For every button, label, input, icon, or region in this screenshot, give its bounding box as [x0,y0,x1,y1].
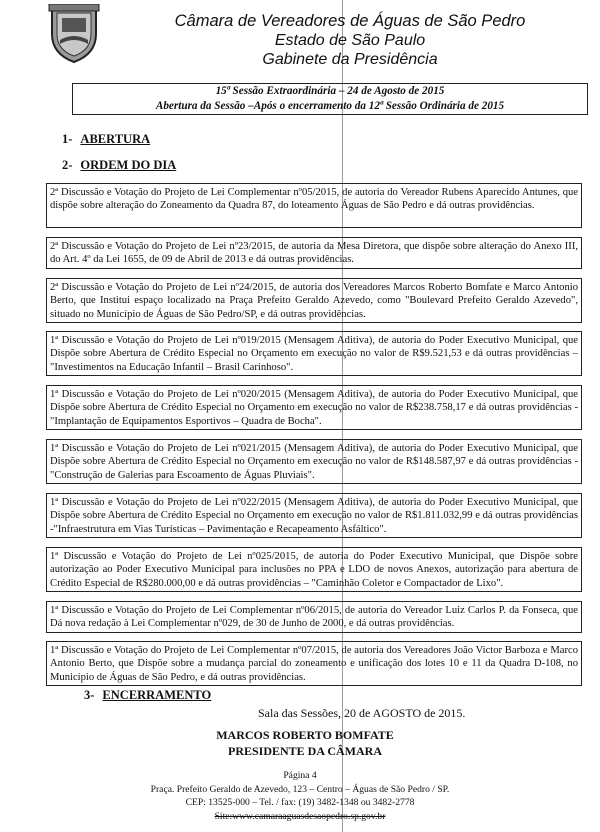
section-agenda [62,158,176,173]
footer-contact: CEP: 13525-000 – Tel. / fax: (19) 3482-1348 ou 3482-2778 [185,797,415,808]
session-info-box [72,83,588,115]
agenda-item: 1ª Discussão e Votação do Projeto de Lei nº019/2015 (Mensagem Aditiva), de autoria do Poder Executivo Municipal, que Dispõe sobre Abertura de Crédito Especial no Orçamento em execução no valor de R$9.521,53 e dá outras providências – "Investimentos na Educação Infantil – Brasil Carinhoso". [46,331,582,376]
session-subtitle: Abertura da Sessão –Após o encerramento da 12ª Sessão Ordinária de 2015 [155,99,505,112]
office-title: Gabinete da Presidência [262,51,438,68]
footer-website: Site:www.camaraaguasdesaopedro.sp.gov.br [214,811,386,822]
agenda-item: 1ª Discussão e Votação do Projeto de Lei Complementar nº07/2015, de autoria dos Vereadores João Victor Barboza e Marco Antonio Berto, que Dispõe sobre a mudança parcial do zoneamento e unificação dos lotes 10 e 11 da Quadra D-108, no Município de Águas de São Pedro, e dá outras providências. [46,641,582,686]
agenda-item: 1ª Discussão e Votação do Projeto de Lei Complementar nº06/2015, de autoria do Vereador Luiz Carlos P. da Fonseca, que Dá nova redação à Lei Complementar nº029, de 30 de Junho de 2000, e dá outras providências. [46,601,582,633]
section-opening [62,132,150,147]
agenda-item: 2ª Discussão e Votação do Projeto de Lei Complementar nº05/2015, de autoria do Vereador Rubens Aparecido Antunes, que dispõe sobre alteração do Zoneamento da Quadra 87, do loteamento Águas de São Pedro e dá outras providências. [46,183,582,228]
place-date: Sala das Sessões, 20 de AGOSTO de 2015. [258,706,466,720]
section-label: ORDEM DO DIA [80,158,177,172]
agenda-item: 1ª Discussão e Votação do Projeto de Lei nº025/2015, de autoria do Poder Executivo Municipal, que Dispõe sobre autorização ao Poder Executivo Municipal para inclusões no PPA e LDO de novos Anexos, autorização para abertura de Crédito Especial de R$280.000,00 e dá outras providências – "Caminhão Coletor e Compactador de Lixo". [46,547,582,592]
agenda-item: 2ª Discussão e Votação do Projeto de Lei nº23/2015, de autoria da Mesa Diretora, que dispõe sobre alteração do Anexo III, do Art. 4º da Lei 1655, de 09 de Abril de 2013 e dá outras providências. [46,237,582,269]
section-closing [84,688,211,703]
section-number: 3- [84,688,95,702]
footer-address: Praça. Prefeito Geraldo de Azevedo, 123 – Centro – Águas de São Pedro / SP. [150,784,450,795]
section-label: ABERTURA [80,132,151,146]
agenda-item: 1ª Discussão e Votação do Projeto de Lei nº021/2015 (Mensagem Aditiva), de autoria do Poder Executivo Municipal, que Dispõe sobre Abertura de Crédito Especial no Orçamento em execução no valor de R$148.587,97 e dá outras providências - "Construção de Galerias para Escoamento de Águas Pluviais". [46,439,582,484]
agenda-item: 2ª Discussão e Votação do Projeto de Lei nº24/2015, de autoria dos Vereadores Marcos Roberto Bomfate e Marco Antonio Berto, que Institui espaço localizado na Praça Prefeito Geraldo Azevedo, como "Boulevard Prefeito Geraldo Azevedo", situado no Município de Águas de São Pedro/SP, e dá outras providências. [46,278,582,323]
state-title: Estado de São Paulo [274,32,426,49]
section-number: 1- [62,132,73,146]
chamber-title: Câmara de Vereadores de Águas de São Pedro [174,12,526,30]
page-number: Página 4 [283,770,317,781]
signer-title: PRESIDENTE DA CÂMARA [227,744,382,758]
municipal-seal-icon [46,4,102,64]
agenda-item: 1ª Discussão e Votação do Projeto de Lei nº022/2015 (Mensagem Aditiva), de autoria do Poder Executivo Municipal, que Dispõe sobre Abertura de Crédito Especial no Orçamento em execução no valor de R$1.811.032,99 e dá outras providências -"Infraestrutura em Vias Turísticas – Pavimentação e Recapeamento Asfáltico". [46,493,582,538]
signer-name: MARCOS ROBERTO BOMFATE [216,728,394,742]
agenda-item: 1ª Discussão e Votação do Projeto de Lei nº020/2015 (Mensagem Aditiva), de autoria do Poder Executivo Municipal, que Dispõe sobre Abertura de Crédito Especial no Orçamento em execução no valor de R$238.758,17 e dá outras providências -"Implantação de Equipamentos Esportivos – Quadra de Bocha". [46,385,582,430]
section-number: 2- [62,158,73,172]
session-title: 15ª Sessão Extraordinária – 24 de Agosto de 2015 [215,85,445,97]
section-label: ENCERRAMENTO [102,688,212,702]
